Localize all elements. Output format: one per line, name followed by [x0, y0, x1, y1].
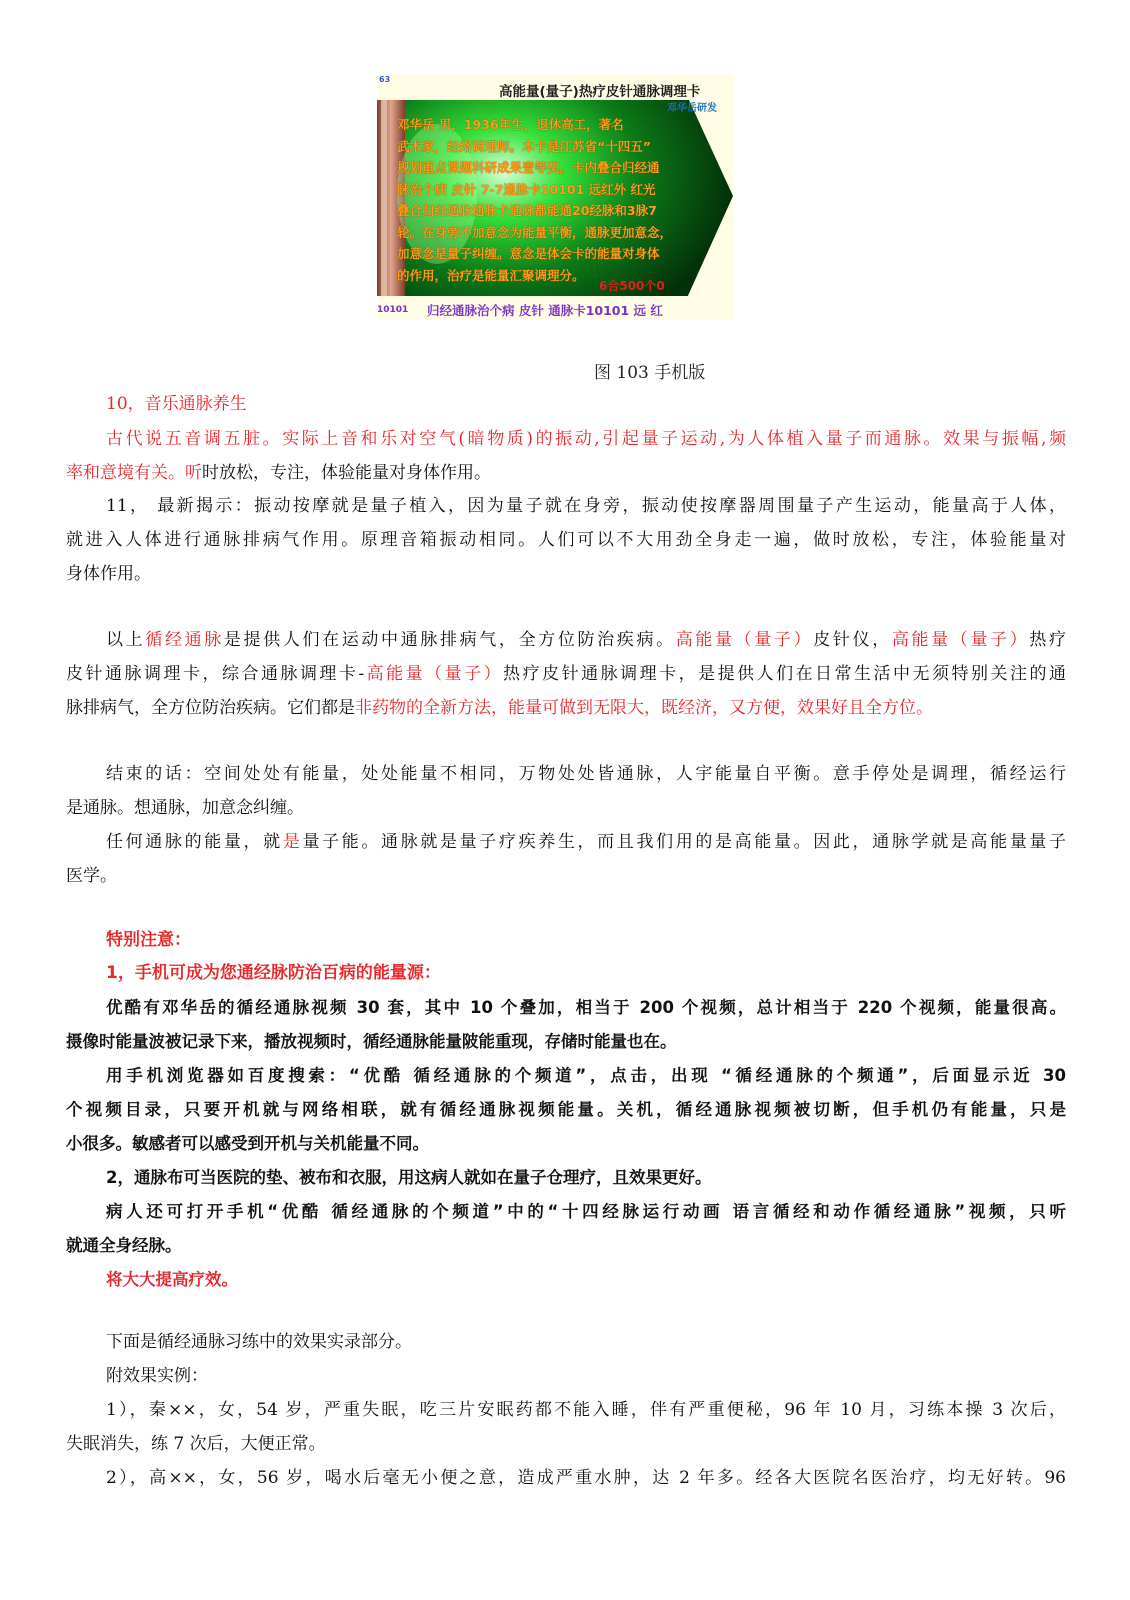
text-line: 就进入人体进行通脉排病气作用。原理音箱振动相同。人们可以不大用劲全身走一遍，做时放松，专注，体验能量对 — [66, 530, 1066, 550]
card-body-line: 加意念是量子纠缠。意念是体会卡的能量对身体 — [397, 246, 660, 261]
card-body-line: 武术家，经络调理师。本卡是江苏省“十四五” — [397, 138, 651, 154]
figure-caption: 图 103 手机版 — [594, 363, 706, 383]
card-title: 高能量(量子)热疗皮针通脉调理卡 — [499, 84, 701, 100]
text-span: 热疗 — [1029, 630, 1066, 650]
text-line: 是通脉。想通脉，加意念纠缠。 — [66, 798, 304, 818]
text-span: 是 — [282, 832, 303, 852]
text-span: 皮针仪， — [813, 630, 892, 650]
card-body-line: 叠合归经通脉通脉卡通脉都能通20经脉和3脉7 — [397, 203, 657, 218]
text-span: 时放松，专注，体验能量对身体作用。 — [202, 463, 491, 483]
text-span: 高能量（量子） — [675, 630, 814, 650]
closing-paragraph — [66, 757, 1066, 893]
text-line: 失眠消失，练 7 次后，大便正常。 — [66, 1434, 326, 1454]
note-1-body — [66, 991, 1066, 1297]
text-span: 率和意境有关。听 — [66, 463, 202, 483]
card-body-line: 轮。在身旁不加意念为能量平衡，通脉更加意念， — [397, 224, 673, 240]
text-line: 就通全身经脉。 — [66, 1236, 182, 1255]
card-corner-label: 63 — [379, 75, 391, 84]
text-span: 是提供人们在运动中通脉排病气，全方位防治疾病。 — [223, 630, 676, 650]
text-span: 任何通脉的能量，就 — [106, 832, 283, 852]
text-line: 医学。 — [66, 866, 117, 886]
text-span: 高能量（量子） — [364, 664, 504, 684]
text-line: 身体作用。 — [66, 564, 151, 584]
card-bottom-strip — [377, 299, 733, 320]
card-bottom-text: 归经通脉治个病 皮针 通脉卡10101 远 红 — [427, 303, 663, 318]
text-line: 11， 最新揭示：振动按摩就是量子植入，因为量子就在身旁，振动使按摩器周围量子产生运动，能量高于人体， — [106, 496, 1066, 516]
card-body-text — [397, 114, 733, 286]
text-span: 皮针通脉调理卡，综合通脉调理卡- — [66, 664, 365, 684]
card-body-line: 规划重点课题科研成果壹等奖。卡内叠合归经通 — [397, 160, 660, 175]
text-line: 优酷有邓华岳的循经通脉视频 30 套，其中 10 个叠加，相当于 200 个视频，总计相当于 220 个视频，能量很高。 — [106, 998, 1066, 1017]
summary-paragraph — [66, 623, 1066, 725]
text-span: 非药物的全新方法，能量可做到无限大，既经济，又方便，效果好且全方位。 — [355, 698, 933, 718]
text-line: 结束的话：空间处处有能量，处处能量不相同，万物处处皆通脉，人宇能量自平衡。意手停处是调理，循经运行 — [106, 764, 1066, 784]
text-span: 量子能。通脉就是量子疗疾养生，而且我们用的是高能量。因此，通脉学就是高能量量子 — [302, 832, 1066, 852]
special-note-heading: 特别注意： — [106, 930, 191, 950]
text-line — [66, 623, 1066, 657]
text-span: 热疗皮针通脉调理卡，是提供人们在日常生活中无须特别关注的通 — [503, 664, 1066, 684]
text-line: 1），秦××，女，54 岁，严重失眠，吃三片安眠药都不能入睡，伴有严重便秘，96 年 10 月，习练本操 3 次后， — [106, 1400, 1066, 1420]
records-intro: 下面是循经通脉习练中的效果实录部分。 — [106, 1332, 412, 1352]
card-body-line: 脉治个病 皮针 7-7通脉卡10101 远红外 红光 — [397, 181, 656, 197]
text-line — [66, 691, 1066, 725]
section-10-heading: 10，音乐通脉养生 — [106, 394, 247, 414]
text-span: 以上 — [106, 630, 146, 650]
card-body-line: 的作用，治疗是能量汇聚调理分。 — [397, 267, 585, 283]
therapy-card-image — [377, 74, 733, 320]
text-line — [66, 825, 1066, 859]
text-line — [66, 456, 1066, 490]
text-span: 脉排病气，全方位防治疾病。它们都是 — [66, 698, 355, 718]
text-span: 高能量（量子） — [891, 630, 1030, 650]
card-subtitle: 邓华岳研发 — [667, 103, 717, 114]
text-line: 摄像时能量波被记录下来，播放视频时，循经通脉能量陂能重现，存储时能量也在。 — [66, 1032, 677, 1051]
text-line — [66, 657, 1066, 691]
text-line: 病人还可打开手机“优酷 循经通脉的个频道”中的“十四经脉运行动画 语言循经和动作循经通脉”视频，只听 — [106, 1202, 1066, 1221]
card-count-label: 6合500个0 — [599, 279, 665, 293]
section-11-body — [66, 489, 1066, 591]
note-1-heading: 1，手机可成为您通经脉防治百病的能量源： — [106, 963, 441, 983]
card-bottom-code: 10101 — [377, 305, 409, 315]
card-body-line: 邓华岳 男，1936年生，退休高工，著名 — [397, 117, 624, 132]
text-line: 个视频目录，只要开机就与网络相联，就有循经通脉视频能量。关机，循经通脉视频被切断，但手机仍有能量，只是 — [66, 1100, 1066, 1119]
records-label: 附效果实例： — [106, 1366, 208, 1386]
records-body — [66, 1393, 1066, 1495]
text-line: 小很多。敏感者可以感受到开机与关机能量不同。 — [66, 1134, 429, 1153]
text-line: 2），高××，女，56 岁，喝水后毫无小便之意，造成严重水肿，达 2 年多。经各大医院名医治疗，均无好转。96 — [106, 1468, 1066, 1488]
section-10-body — [66, 422, 1066, 490]
text-line: 用手机浏览器如百度搜索：“优酷 循经通脉的个频道”，点击，出现 “循经通脉的个频通”，后面显示近 30 — [106, 1066, 1066, 1085]
text-span: 循经通脉 — [145, 630, 224, 650]
text-line: 将大大提高疗效。 — [106, 1270, 238, 1289]
text-line: 2，通脉布可当医院的垫、被布和衣服，用这病人就如在量子仓理疗，且效果更好。 — [106, 1168, 712, 1187]
text-line: 古代说五音调五脏。实际上音和乐对空气(暗物质)的振动,引起量子运动,为人体植入量子而通脉。效果与振幅,频 — [106, 429, 1066, 449]
